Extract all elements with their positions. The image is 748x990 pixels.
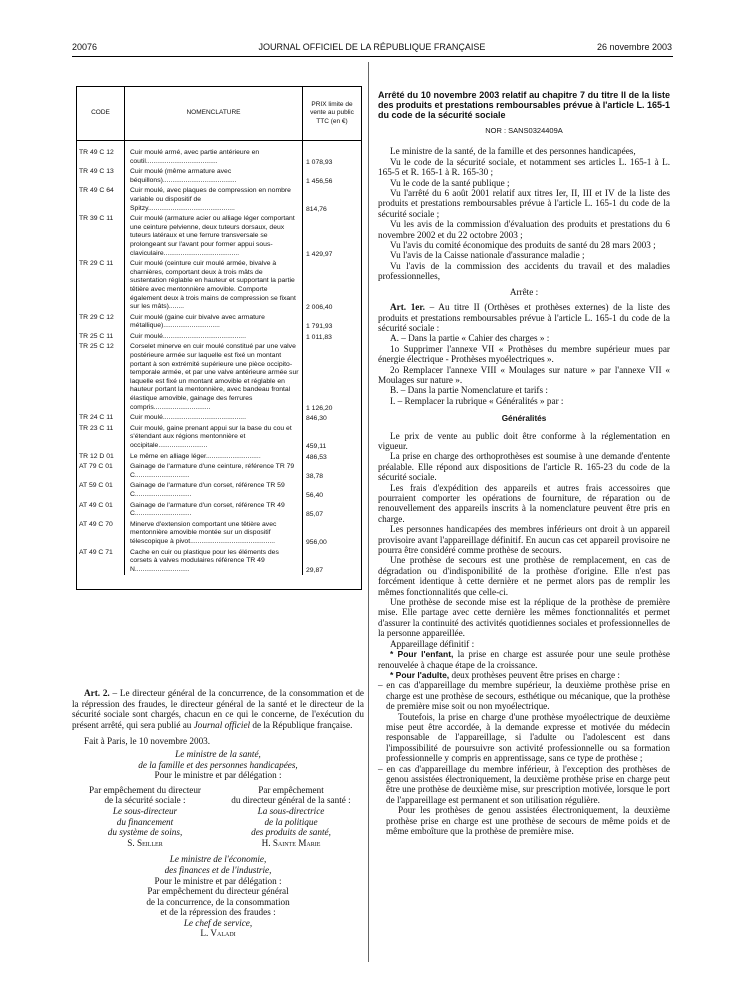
cell-code: TR 49 C 12 <box>77 141 125 167</box>
min3: Pour le ministre et par délégation : <box>154 770 282 781</box>
cell-nom: Le même en alliage léger............................. <box>125 452 303 463</box>
cell-nom: Cuir moulé armé, avec partie antérieure en coutil...................................... <box>125 141 303 167</box>
section-generalites: Généralités <box>501 414 547 424</box>
page-header <box>72 42 672 56</box>
signature-row <box>72 785 364 849</box>
table-row <box>77 214 361 259</box>
r-d1b: Toutefois, la prise en charge d'une prothèse myoélectrique de deuxième mise peut être accordée, à la demande expresse et motivée du médecin responsable de l'appareillage, si l'adulte ou l'adolescent est dans l'impossibilité de poursuivre son activité professionnelle ou sa formation professionnelle y compris en apprentissage, sans ce type de prothèse ; <box>386 711 670 764</box>
signature-right <box>218 785 364 849</box>
cell-nom: Cuir moulé, avec plaques de compression en nombre variable ou dispositif de Spitzy.............................................. <box>125 186 303 214</box>
cell-nom: Cache en cuir ou plastique pour les éléments des corsets à valves modulaires référence TR 49 N............................. <box>125 548 303 576</box>
col-nomenclature-header: NOMENCLATURE <box>125 87 303 140</box>
r-p1: Le ministre de la santé, de la famille et des personnes handicapées, <box>390 146 636 157</box>
m2h: L. Valadi <box>200 928 236 939</box>
r-b1: I. – Remplacer la rubrique « Généralités » par : <box>390 395 564 406</box>
table-row <box>77 481 361 500</box>
adulte-label: * Pour l'adulte, <box>390 669 450 680</box>
m2d: Par empêchement du directeur général <box>147 886 289 897</box>
cell-prix: 38,78 <box>306 472 324 480</box>
cell-nom: Cuir moulé, gaine prenant appui sur la base du cou et s'étendant aux régions mentonnière et occipitale.......................... <box>125 424 303 452</box>
table-row <box>77 413 361 424</box>
table-row <box>77 313 361 332</box>
table-row <box>77 167 361 186</box>
cell-code: AT 79 C 01 <box>77 462 125 481</box>
cell-code: AT 49 C 01 <box>77 501 125 520</box>
s2f: H. Sainte Marie <box>261 837 321 848</box>
r-g4: Les personnes handicapées des membres inférieurs ont droit à un appareil provisoire avant l'appareillage définitif. En aucun cas cet appareil provisoire ne pourra être considéré comme prothèse de secours. <box>378 524 670 556</box>
r-g6: Une prothèse de seconde mise est la réplique de la prothèse de première mise. Elle partage avec cette dernière les mêmes fonctionnalités et permet d'assurer la continuité des activités quotidiennes sociales et professionnelles de la personne appareillée. <box>378 597 670 639</box>
cell-code: TR 39 C 11 <box>77 214 125 259</box>
cell-nom: Corselet minerve en cuir moulé constitué par une valve postérieure armée sur laquelle est fixé un montant portant à son extrémité supérieure une pièce occipito-temporale armée, et par une valve antérieure armée sur laquelle est fixé un montant amovible et réglable en hauteur portant la mentonnière, avec bandeau frontal élastique amovible, gainage des ferrures compris.............................. <box>125 342 303 413</box>
arrete: Arrête : <box>509 286 539 297</box>
r-d2: – en cas d'appareillage du membre inférieur, à l'exception des prothèses de genou assistées électroniquement, la deuxième prothèse prise en charge peut être une prothèse de deuxième mise, sur prescription motivée, lorsque le port de l'appareillage est permanent et son utilisation régulière. <box>378 763 670 805</box>
art1-label: Art. 1er. <box>390 302 425 313</box>
cell-code: AT 49 C 71 <box>77 548 125 576</box>
r-g2: La prise en charge des orthoprothèses est soumise à une demande d'entente préalable. Elle répond aux dispositions de l'article R. 165-23 du code de la sécurité sociale. <box>378 451 670 483</box>
cell-prix: 29,87 <box>306 566 324 574</box>
m2e: de la concurrence, de la consommation <box>146 896 290 907</box>
cell-prix: 486,53 <box>306 453 327 461</box>
signature-block-2 <box>72 854 364 939</box>
nor-reference: NOR : SANS0324409A <box>485 126 563 135</box>
r-a2: 2o Remplacer l'annexe VIII « Moulages sur nature » par l'annexe VII « Moulages sur nature ». <box>378 364 670 385</box>
table-row <box>77 462 361 481</box>
r-p2: Vu le code de la sécurité sociale, et notamment ses articles L. 165-1 à L. 165-5 et R. 165-1 à R. 165-30 ; <box>378 156 670 178</box>
r-p8: Vu l'avis de la commission des accidents du travail et des maladies professionnelles, <box>378 260 670 282</box>
table-row <box>77 520 361 548</box>
cell-code: AT 49 C 70 <box>77 520 125 548</box>
r-p3: Vu le code de la santé publique ; <box>390 177 510 188</box>
m2f: et de la répression des fraudes : <box>160 907 276 918</box>
cell-prix: 1 429,97 <box>306 250 333 258</box>
column-rule <box>368 62 369 962</box>
table-row <box>77 424 361 452</box>
cell-nom: Minerve d'extension comportant une têtière avec mentonnière amovible montée sur un dispositif télescopique à pivot............................................. <box>125 520 303 548</box>
s1c: Le sous-directeur <box>112 805 178 816</box>
cell-nom: Cuir moulé............................................ <box>125 332 303 343</box>
art2-label: Art. 2. <box>84 688 110 698</box>
r-g5: Une prothèse de secours est une prothèse de remplacement, en cas de dégradation ou d'indisponibilité de la prothèse d'origine. Elle n'est pas forcément identique à cette dernière et ne permet alors pas de remplir les mêmes fonctionnalités que celle-ci. <box>378 555 670 597</box>
cell-code: TR 29 C 11 <box>77 259 125 313</box>
cell-code: TR 12 D 01 <box>77 452 125 463</box>
page-number: 20076 <box>72 42 98 52</box>
table-row <box>77 452 361 463</box>
table-row <box>77 548 361 590</box>
cell-code: TR 25 C 11 <box>77 332 125 343</box>
cell-nom: Cuir moulé (gaine cuir bivalve avec armature métallique).............................. <box>125 313 303 332</box>
left-text <box>72 688 364 939</box>
col-price-header: PRIX limite de vente au public TTC (en €) <box>310 100 354 125</box>
s2e: des produits de santé, <box>251 827 331 838</box>
r-p6: Vu l'avis du comité économique des produits de santé du 28 mars 2003 ; <box>390 240 656 251</box>
fait: Fait à Paris, le 10 novembre 2003. <box>84 736 211 747</box>
cell-prix: 1 456,56 <box>306 177 333 185</box>
cell-nom: Gainage de l'armature d'un corset, référence TR 49 C.............................. <box>125 501 303 520</box>
cell-prix: 2 006,40 <box>306 304 333 312</box>
price-table <box>76 86 362 590</box>
enfant-label: * Pour l'enfant, <box>390 649 454 660</box>
art2-jo: Journal officiel <box>193 719 251 730</box>
journal-title: JOURNAL OFFICIEL DE LA RÉPUBLIQUE FRANÇAISE <box>258 42 486 52</box>
s2a: Par empêchement <box>258 784 324 795</box>
cell-prix: 956,00 <box>306 538 327 546</box>
signature-block-1 <box>72 749 364 781</box>
header-rule <box>72 56 673 57</box>
cell-prix: 1 791,93 <box>306 323 333 331</box>
cell-prix: 1 011,83 <box>306 333 332 341</box>
m2b: des finances et de l'industrie, <box>164 864 272 875</box>
s1e: du système de soins, <box>107 827 183 838</box>
r-b: B. – Dans la partie Nomenclature et tarifs : <box>390 385 548 396</box>
cell-nom: Gainage de l'armature d'un corset, référence TR 59 C.............................. <box>125 481 303 500</box>
r-d1: – en cas d'appareillage du membre supérieur, la deuxième prothèse prise en charge est une prothèse de secours, esthétique ou mécanique, que la prothèse de première mise soit ou non myoélectrique. <box>378 680 670 712</box>
cell-nom: Gainage de l'armature d'une ceinture, référence TR 79 C............................. <box>125 462 303 481</box>
s1d: du financement <box>116 816 174 827</box>
s2d: de la politique <box>264 816 318 827</box>
cell-code: TR 23 C 11 <box>77 424 125 452</box>
r-enfant <box>378 649 670 670</box>
cell-code: TR 49 C 13 <box>77 167 125 186</box>
table-row <box>77 501 361 520</box>
s1f: S. Seiller <box>127 837 163 848</box>
r-p7: Vu l'avis de la Caisse nationale d'assurance maladie ; <box>390 250 585 261</box>
s2c: La sous-directrice <box>257 805 325 816</box>
cell-prix: 56,40 <box>306 491 324 499</box>
art1-text: – Au titre II (Orthèses et prothèses externes) de la liste des produits et prestations remboursables prévue à l'article L. 165-1 du code de la sécurité sociale : <box>378 302 670 333</box>
table-row <box>77 141 361 167</box>
min1: Le ministre de la santé, <box>175 748 261 759</box>
r-d2b: Pour les prothèses de genou assistées électroniquement, la deuxième prothèse prise en charge est une prothèse de secours de même poids et de même emboîture que la prothèse de première mise. <box>386 805 670 836</box>
m2c: Pour le ministre et par délégation : <box>154 875 282 886</box>
col-code-header: CODE <box>77 87 125 140</box>
cell-nom: Cuir moulé (armature acier ou alliage léger comportant une ceinture pelvienne, deux tuteurs dorsaux, deux tuteurs latéraux et une ferrure transversale se prolongeant sur l'avant pour former appui sous-claviculaire........................................ <box>125 214 303 259</box>
right-text <box>378 90 670 836</box>
r-p5: Vu les avis de la commission d'évaluation des produits et prestations du 6 novembre 2002 et du 22 octobre 2003 ; <box>378 219 670 240</box>
r-a1: 1o Supprimer l'annexe VII « Prothèses du membre supérieur mues par énergie électrique - Prothèses myoélectriques ». <box>378 343 670 365</box>
r-a: A. – Dans la partie « Cahier des charges » : <box>390 333 550 344</box>
m2a: Le ministre de l'économie, <box>169 854 267 865</box>
r-g3: Les frais d'expédition des appareils et autres frais accessoires que pourraient comporter les opérations de fourniture, de réparation ou de renouvellement des appareils inscrits à la nomenclature peuvent être pris en charge. <box>378 482 670 524</box>
s1b: de la sécurité sociale : <box>104 795 186 806</box>
cell-code: AT 59 C 01 <box>77 481 125 500</box>
cell-code: TR 25 C 12 <box>77 342 125 413</box>
table-row <box>77 342 361 413</box>
r-g7: Appareillage définitif : <box>390 638 475 649</box>
r-g1: Le prix de vente au public doit être conforme à la réglementation en vigueur. <box>378 430 670 451</box>
table-row <box>77 186 361 214</box>
cell-nom: Cuir moulé (ceinture cuir moulé armée, bivalve à charnières, comportant deux à trois mâts de sustentation réglable en hauteur et supportant la partie têtière avec mentonnière amovible. Comporte également deux à trois mains de compression se fixant sur les mâts)........ <box>125 259 303 313</box>
s1a: Par empêchement du directeur <box>89 784 201 795</box>
adulte-text: deux prothèses peuvent être prises en charge : <box>449 669 620 680</box>
cell-prix: 1 126,20 <box>306 404 333 412</box>
enfant-text: la prise en charge est assurée pour une seule prothèse renouvelée à chaque étape de la croissance. <box>378 649 671 670</box>
cell-nom: Cuir moulé............................................ <box>125 413 303 424</box>
cell-prix: 814,76 <box>306 205 327 213</box>
r-adulte <box>378 670 670 680</box>
article-1 <box>378 302 670 333</box>
cell-code: TR 24 C 11 <box>77 413 125 424</box>
art2-text: – Le directeur général de la concurrence, de la consommation et de la répression des fraudes, le directeur général de la santé et le directeur de la sécurité sociale sont chargés, chacun en ce qui le concerne, de l'exécution du présent arrêté, qui sera publié au <box>72 688 364 730</box>
m2g: Le chef de service, <box>183 917 253 928</box>
cell-prix: 1 078,93 <box>306 158 333 166</box>
r-p4: Vu l'arrêté du 6 août 2001 relatif aux titres Ier, II, III et IV de la liste des produits et prestations remboursables prévue à l'article L. 165-1 du code de la sécurité sociale ; <box>378 188 670 219</box>
article-2 <box>72 688 364 730</box>
cell-prix: 459,11 <box>306 443 327 450</box>
table-row <box>77 332 361 343</box>
table-header <box>77 87 361 141</box>
min2: de la famille et des personnes handicapées, <box>138 759 298 770</box>
issue-date: 26 novembre 2003 <box>596 42 672 52</box>
signature-left <box>72 785 218 849</box>
art2-end: de la République française. <box>250 719 353 730</box>
cell-code: TR 49 C 64 <box>77 186 125 214</box>
decree-title: Arrêté du 10 novembre 2003 relatif au chapitre 7 du titre II de la liste des produits et prestations remboursables prévue à l'article L. 165-1 du code de la sécurité sociale <box>378 90 670 120</box>
cell-nom: Cuir moulé (même armature avec béquillons)....................................... <box>125 167 303 186</box>
table-row <box>77 259 361 313</box>
s2b: du directeur général de la santé : <box>231 795 351 806</box>
cell-code: TR 29 C 12 <box>77 313 125 332</box>
cell-prix: 85,07 <box>306 511 324 519</box>
cell-prix: 846,30 <box>306 415 327 423</box>
